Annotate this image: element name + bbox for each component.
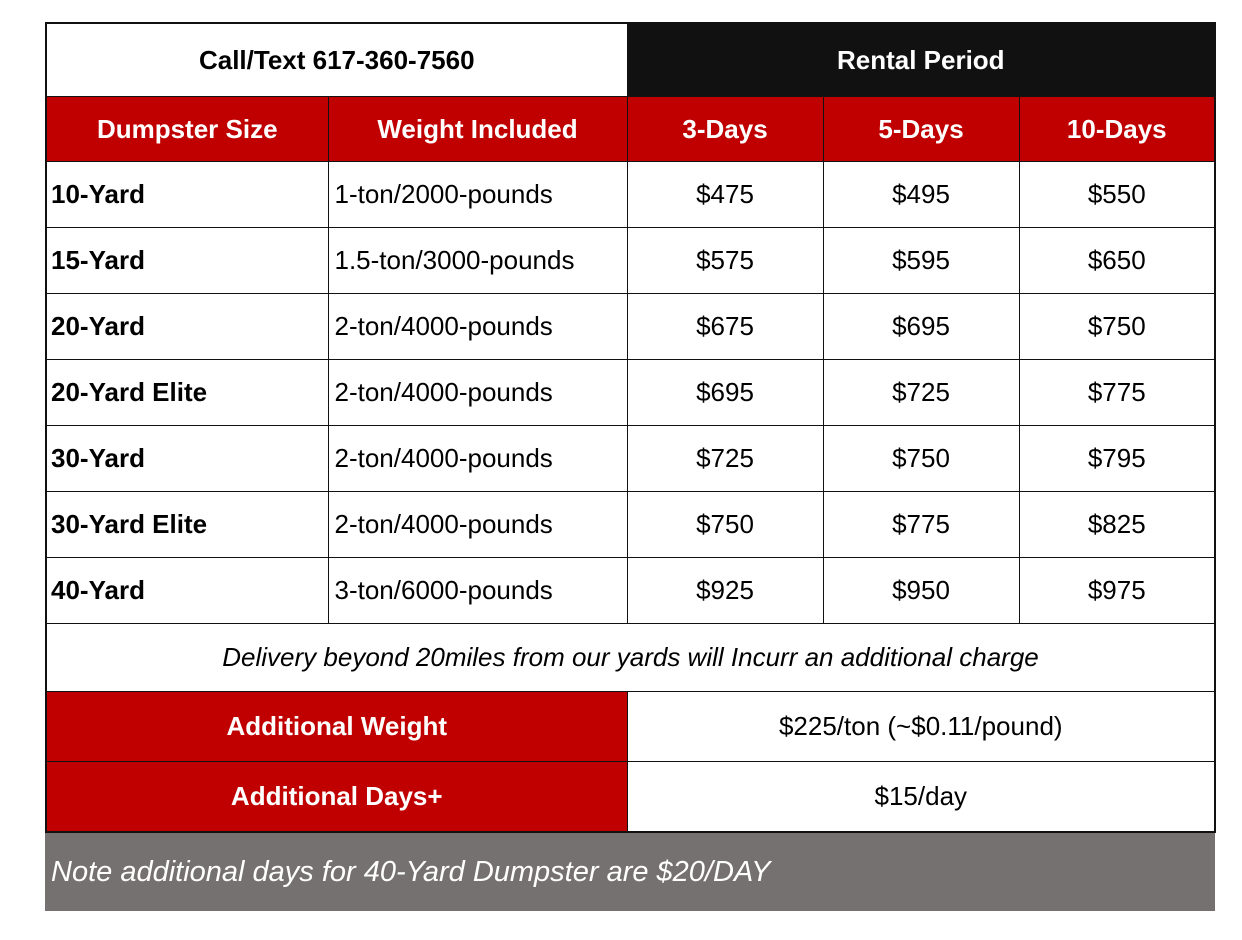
weight-cell: 1.5-ton/3000-pounds [328, 228, 627, 294]
column-header-3-days: 3-Days [627, 97, 823, 162]
price-3-days: $725 [627, 426, 823, 492]
price-10-days: $975 [1019, 558, 1215, 624]
price-3-days: $475 [627, 162, 823, 228]
price-3-days: $575 [627, 228, 823, 294]
additional-weight-value: $225/ton (~$0.11/pound) [627, 692, 1215, 762]
weight-cell: 3-ton/6000-pounds [328, 558, 627, 624]
size-cell: 30-Yard [46, 426, 328, 492]
price-5-days: $495 [823, 162, 1019, 228]
price-10-days: $650 [1019, 228, 1215, 294]
phone-contact[interactable]: Call/Text 617-360-7560 [46, 23, 627, 97]
price-10-days: $550 [1019, 162, 1215, 228]
price-10-days: $750 [1019, 294, 1215, 360]
table-row [46, 228, 1215, 294]
price-5-days: $775 [823, 492, 1019, 558]
price-10-days: $825 [1019, 492, 1215, 558]
price-5-days: $695 [823, 294, 1019, 360]
size-cell: 30-Yard Elite [46, 492, 328, 558]
delivery-note: Delivery beyond 20miles from our yards will Incurr an additional charge [46, 624, 1215, 692]
size-cell: 10-Yard [46, 162, 328, 228]
column-header-size: Dumpster Size [46, 97, 328, 162]
table-row [46, 492, 1215, 558]
size-cell: 40-Yard [46, 558, 328, 624]
column-header-row [46, 97, 1215, 162]
size-cell: 20-Yard Elite [46, 360, 328, 426]
price-3-days: $925 [627, 558, 823, 624]
weight-cell: 2-ton/4000-pounds [328, 360, 627, 426]
table-row [46, 162, 1215, 228]
price-5-days: $595 [823, 228, 1019, 294]
price-3-days: $695 [627, 360, 823, 426]
footer-note: Note additional days for 40-Yard Dumpster are $20/DAY [45, 833, 1215, 911]
column-header-weight: Weight Included [328, 97, 627, 162]
additional-days-value: $15/day [627, 762, 1215, 833]
price-3-days: $750 [627, 492, 823, 558]
table-row [46, 294, 1215, 360]
price-5-days: $725 [823, 360, 1019, 426]
weight-cell: 1-ton/2000-pounds [328, 162, 627, 228]
price-10-days: $795 [1019, 426, 1215, 492]
table-row [46, 558, 1215, 624]
additional-weight-label: Additional Weight [46, 692, 627, 762]
title-row [46, 23, 1215, 97]
weight-cell: 2-ton/4000-pounds [328, 492, 627, 558]
size-cell: 20-Yard [46, 294, 328, 360]
size-cell: 15-Yard [46, 228, 328, 294]
rental-period-header: Rental Period [627, 23, 1215, 97]
pricing-sheet [45, 22, 1215, 911]
pricing-table [45, 22, 1216, 833]
additional-weight-row [46, 692, 1215, 762]
column-header-10-days: 10-Days [1019, 97, 1215, 162]
table-row [46, 426, 1215, 492]
price-3-days: $675 [627, 294, 823, 360]
price-5-days: $950 [823, 558, 1019, 624]
table-row [46, 360, 1215, 426]
additional-days-label: Additional Days+ [46, 762, 627, 833]
price-5-days: $750 [823, 426, 1019, 492]
price-10-days: $775 [1019, 360, 1215, 426]
additional-days-row [46, 762, 1215, 833]
column-header-5-days: 5-Days [823, 97, 1019, 162]
weight-cell: 2-ton/4000-pounds [328, 426, 627, 492]
delivery-note-row [46, 624, 1215, 692]
weight-cell: 2-ton/4000-pounds [328, 294, 627, 360]
